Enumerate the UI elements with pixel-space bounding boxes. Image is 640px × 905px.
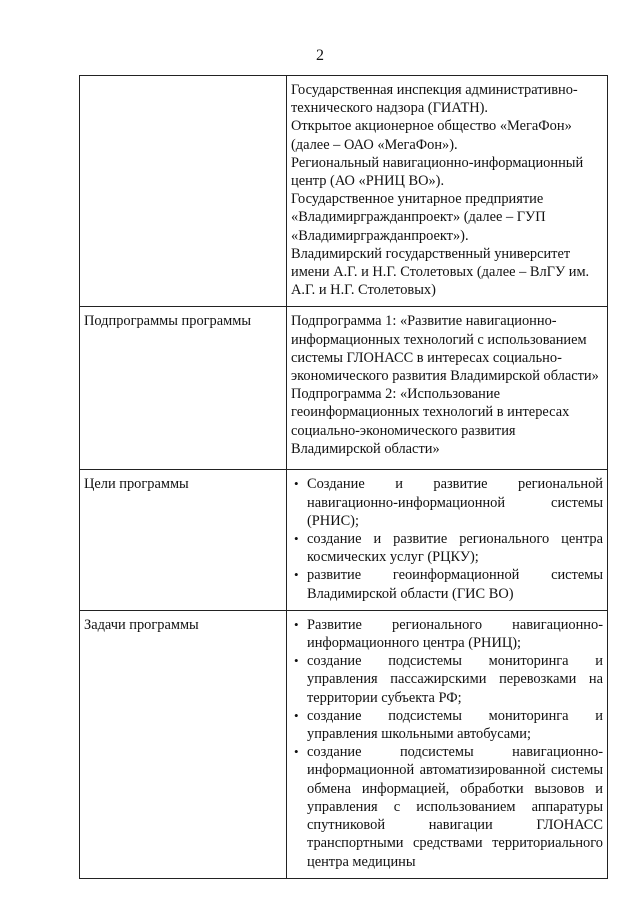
row-label: Подпрограммы программы [80,307,287,470]
table-row-tasks [80,610,608,878]
bullet-icon: • [294,531,299,547]
page-number: 2 [316,47,324,64]
list-item [291,616,603,652]
row-content [287,76,608,307]
row-content [287,470,608,610]
list-item [291,566,603,602]
bullet-icon: • [294,616,299,632]
row-content [287,610,608,878]
list-item [291,475,603,530]
list-item-text: Создание и развитие региональной навигационно-информационной системы (РНИС); [307,476,603,529]
table-row-goals [80,470,608,610]
list-item-text: создание подсистемы мониторинга и управления пассажирскими перевозками на территории субъекта РФ; [307,653,603,706]
list-item [291,707,603,743]
row-label [80,76,287,307]
bullet-icon: • [294,653,299,669]
list-item-text: создание подсистемы мониторинга и управления школьными автобусами; [307,707,603,743]
list-item-text: Развитие регионального навигационно-информационного центра (РНИЦ); [307,616,603,652]
list-item-text: развитие геоинформационной системы Владимирской области (ГИС ВО) [307,567,603,602]
participant-item: Открытое акционерное общество «МегаФон» (далее – ОАО «МегаФон»). [291,118,572,153]
row-label: Цели программы [80,470,287,610]
row-content [287,307,608,470]
list-item-text: создание подсистемы навигационно-информационной автоматизированной системы обмена информацией, обработки вызовов и управления с использованием аппаратуры спутниковой навигации ГЛОНАСС транспортными средствами территориального центра медицины [307,744,603,870]
bullet-icon: • [294,707,299,723]
bullet-icon: • [294,744,299,760]
participant-item: Государственная инспекция административно-технического надзора (ГИАТН). [291,82,578,117]
list-item [291,743,603,870]
bullet-icon: • [294,476,299,492]
subprogram-item: Подпрограмма 1: «Развитие навигационно-информационных технологий с использованием системы ГЛОНАСС в интересах социально-экономического развития Владимирской области» [291,313,599,385]
list-item [291,652,603,707]
list-item-text: создание и развитие регионального центра космических услуг (РЦКУ); [307,531,603,566]
participant-item: Региональный навигационно-информационный центр (АО «РНИЦ ВО»). [291,154,584,190]
table-row-participants [80,76,608,307]
list-item [291,530,603,566]
subprogram-item: Подпрограмма 2: «Использование геоинформационных технологий в интересах социально-экономического развития Владимирской области» [291,386,570,457]
goals-list [291,475,603,602]
participant-item: Владимирский государственный университет имени А.Г. и Н.Г. Столетовых (далее – ВлГУ им. А.Г. и Н.Г. Столетовых) [291,245,590,299]
table-row-subprograms [80,307,608,470]
program-passport-table [79,75,608,879]
row-label: Задачи программы [80,610,287,878]
bullet-icon: • [294,567,299,583]
participant-item: Государственное унитарное предприятие «Владимиргражданпроект» (далее – ГУП «Владимиргражданпроект»). [291,191,546,244]
tasks-list [291,616,603,871]
